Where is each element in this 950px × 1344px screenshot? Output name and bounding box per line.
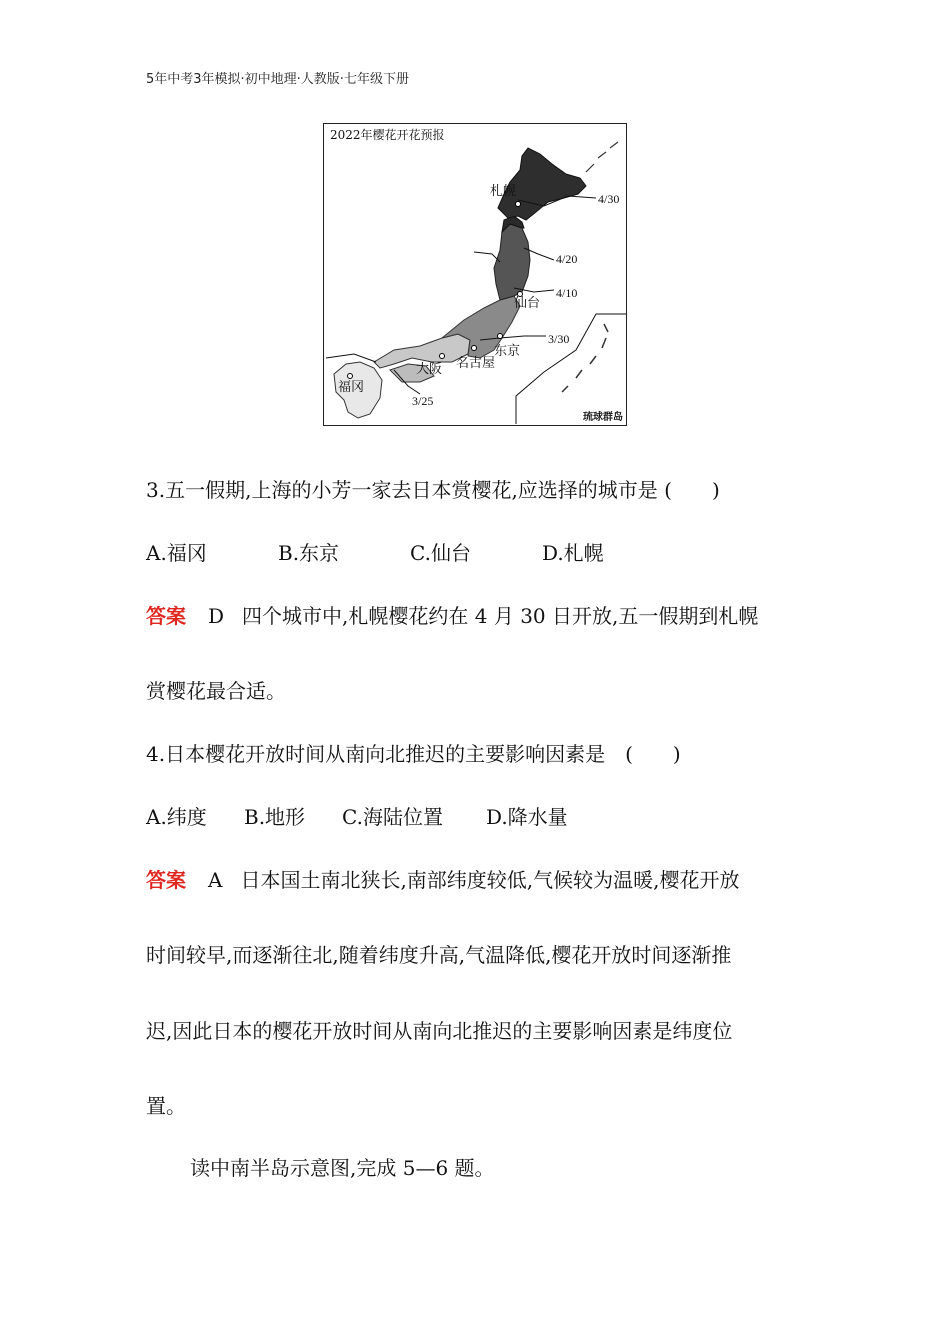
q3-option-a: A.福冈 bbox=[146, 541, 207, 565]
city-label-tokyo: 东京 bbox=[494, 344, 521, 359]
city-label-osaka: 大阪 bbox=[416, 362, 443, 377]
q4-option-a: A.纬度 bbox=[146, 805, 207, 829]
q4-option-b: B.地形 bbox=[244, 805, 306, 829]
isoline-west bbox=[326, 354, 376, 362]
q4-explanation-4: 置。 bbox=[146, 1094, 186, 1118]
q3-option-b: B.东京 bbox=[278, 541, 340, 565]
page-header: 5年中考3年模拟·初中地理·人教版·七年级下册 bbox=[146, 72, 409, 87]
city-label-sapporo: 札幌 bbox=[490, 184, 517, 199]
q4-options bbox=[146, 801, 568, 830]
q4-option-c: C.海陆位置 bbox=[342, 805, 443, 829]
q4-answer-key: 答案 bbox=[146, 868, 186, 892]
q4-explanation-1: 日本国土南北狭长,南部纬度较低,气候较为温暖,樱花开放 bbox=[240, 868, 740, 892]
q4-option-d: D.降水量 bbox=[486, 805, 568, 829]
q3-option-d: D.札幌 bbox=[542, 541, 604, 565]
city-label-sendai: 仙台 bbox=[514, 296, 541, 311]
inset-label-ryukyu: 琉球群岛 bbox=[583, 412, 623, 423]
q4-explanation-2: 时间较早,而逐渐往北,随着纬度升高,气温降低,樱花开放时间逐渐推 bbox=[146, 943, 732, 967]
isoline-label-0325: 3/25 bbox=[412, 394, 434, 408]
q3-stem: 3.五一假期,上海的小芳一家去日本赏樱花,应选择的城市是 ( ) bbox=[146, 478, 720, 502]
q3-answer-key: 答案 bbox=[146, 604, 186, 628]
kuril-islands bbox=[586, 142, 618, 172]
q3-answer-line1 bbox=[146, 600, 758, 629]
map-title: 2022年樱花开花预报 bbox=[330, 128, 445, 142]
isoline-label-0330: 3/30 bbox=[548, 332, 570, 346]
q3-options bbox=[146, 537, 604, 566]
q4-answer-letter: A bbox=[208, 868, 223, 892]
q4-answer-line1 bbox=[146, 864, 740, 893]
q3-explanation-2: 赏樱花最合适。 bbox=[146, 679, 286, 703]
cherry-blossom-map bbox=[323, 123, 627, 426]
tokyo-marker bbox=[498, 334, 503, 339]
japan-map-graphic bbox=[324, 124, 626, 425]
city-label-nagoya: 名古屋 bbox=[456, 356, 496, 371]
q3-option-c: C.仙台 bbox=[410, 541, 471, 565]
q3-answer-letter: D bbox=[208, 604, 225, 628]
isoline-label-0430: 4/30 bbox=[598, 192, 620, 206]
nagoya-marker bbox=[472, 346, 477, 351]
isoline-label-0420: 4/20 bbox=[556, 252, 578, 266]
next-questions-intro: 读中南半岛示意图,完成 5—6 题。 bbox=[190, 1156, 495, 1180]
q4-explanation-3: 迟,因此日本的樱花开放时间从南向北推迟的主要影响因素是纬度位 bbox=[146, 1019, 733, 1043]
isoline-label-0410: 4/10 bbox=[556, 286, 578, 300]
sapporo-marker bbox=[516, 202, 521, 207]
q4-stem: 4.日本樱花开放时间从南向北推迟的主要影响因素是 ( ) bbox=[146, 742, 681, 766]
q3-explanation-1: 四个城市中,札幌樱花约在 4 月 30 日开放,五一假期到札幌 bbox=[242, 604, 759, 628]
city-label-fukuoka: 福冈 bbox=[338, 380, 365, 395]
